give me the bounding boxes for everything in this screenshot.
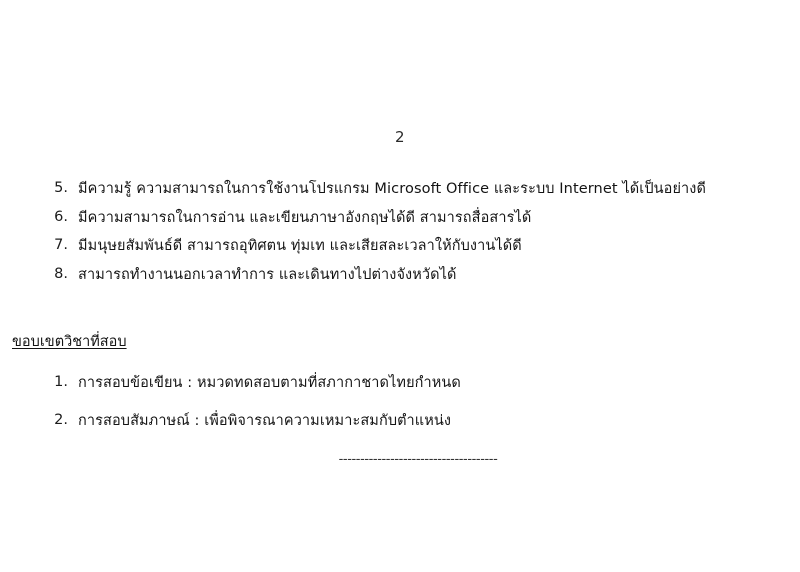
list-item-number: 6.	[54, 208, 68, 225]
exam-scope-list	[38, 374, 778, 449]
list-item-number: 5.	[54, 180, 68, 196]
qualifications-list	[38, 180, 778, 294]
list-item-text: มีมนุษยสัมพันธ์ดี สามารถอุทิศตน ทุ่มเท และเสียสละเวลาให้กับงานได้ดี	[78, 238, 522, 255]
page-number: 2	[394, 128, 406, 146]
list-item-text: มีความสามารถในการอ่าน และเขียนภาษาอังกฤษได้ดี สามารถสื่อสารได้	[78, 209, 532, 226]
list-item-number: 7.	[54, 237, 68, 254]
list-item-number: 2.	[54, 411, 68, 428]
list-item	[38, 266, 778, 286]
list-item	[38, 209, 778, 229]
list-item-text: สามารถทำงานนอกเวลาทำการ และเดินทางไปต่างจังหวัดได้	[78, 266, 457, 283]
list-item-number: 1.	[54, 374, 68, 390]
footer-divider: -------------------------------------	[338, 452, 498, 467]
list-item-number: 8.	[54, 265, 68, 282]
list-item-text: มีความรู้ ความสามารถในการใช้งานโปรแกรม Microsoft Office และระบบ Internet ได้เป็นอย่างดี	[78, 181, 706, 197]
list-item-text: การสอบสัมภาษณ์ : เพื่อพิจารณาความเหมาะสมกับตำแหน่ง	[78, 412, 452, 429]
list-item	[38, 180, 778, 200]
list-item-text: การสอบข้อเขียน : หมวดทดสอบตามที่สภากาชาดไทยกำหนด	[78, 375, 461, 391]
list-item	[38, 412, 778, 432]
list-item	[38, 237, 778, 257]
list-item	[38, 374, 778, 394]
section-heading: ขอบเขตวิชาที่สอบ	[12, 334, 127, 350]
